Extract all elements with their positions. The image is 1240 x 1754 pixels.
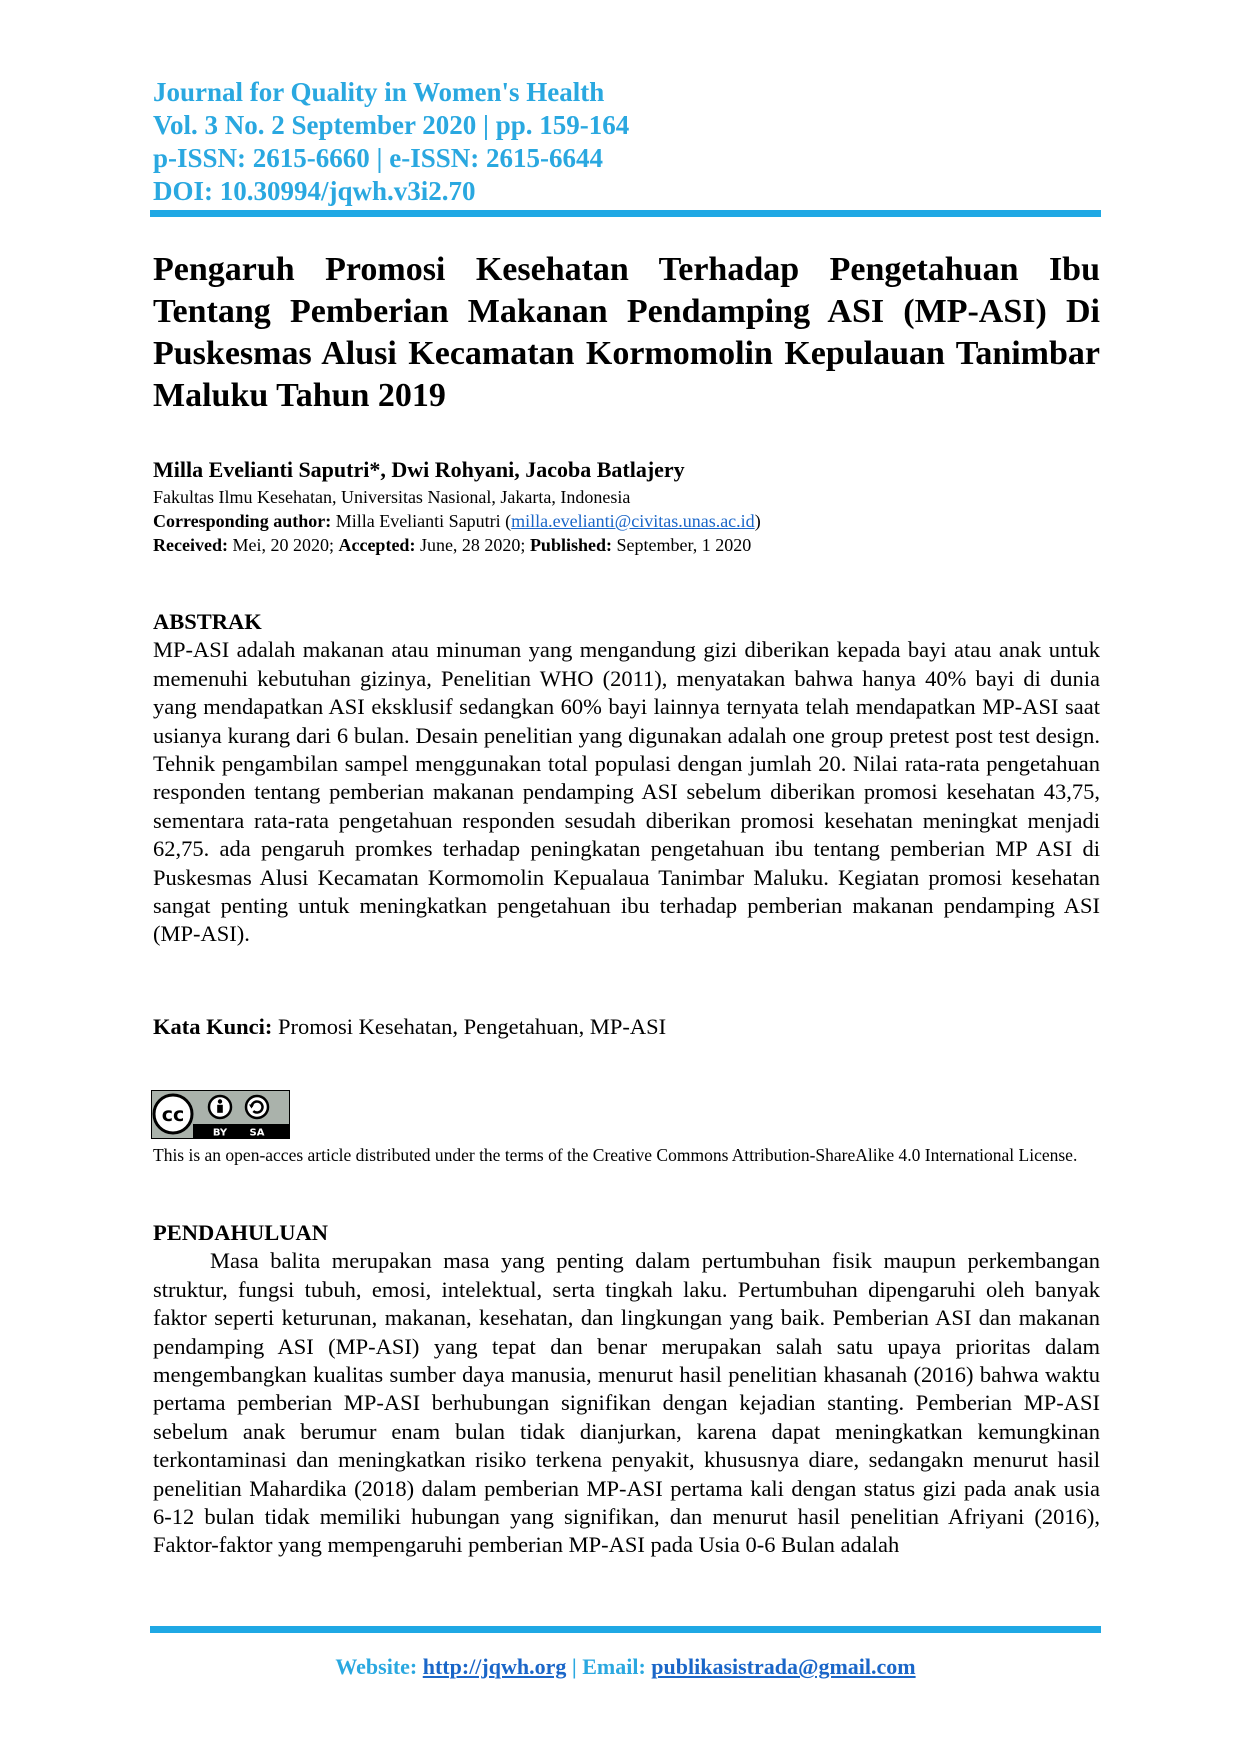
journal-issn: p-ISSN: 2615-6660 | e-ISSN: 2615-6644 [153, 143, 603, 173]
keywords [153, 1013, 1100, 1041]
journal-volume: Vol. 3 No. 2 September 2020 | pp. 159-164 [153, 110, 630, 140]
svg-text:cc: cc [161, 1104, 185, 1126]
footer [150, 1654, 1101, 1680]
published-label: Published: [529, 535, 612, 555]
website-link[interactable]: http://jqwh.org [422, 1654, 567, 1679]
abstract-heading: ABSTRAK [153, 609, 262, 634]
corresponding-email-link[interactable]: milla.evelianti@civitas.unas.ac.id [511, 511, 755, 531]
author-names: Milla Evelianti Saputri*, Dwi Rohyani, Jacoba Batlajery [153, 457, 685, 482]
journal-header [153, 76, 1103, 208]
publication-dates [153, 533, 1100, 557]
accepted-label: Accepted: [338, 535, 416, 555]
received-label: Received: [153, 535, 228, 555]
introduction-section [153, 1219, 1100, 1560]
accepted-date: June, 28 2020; [415, 535, 530, 555]
abstract-text: MP-ASI adalah makanan atau minuman yang mengandung gizi diberikan kepada bayi atau anak untuk memenuhi kebutuhan gizinya, Penelitian WHO (2011), menyatakan bahwa hanya 40% bayi di dunia yang mendapatkan ASI eksklusif sedangkan 60% bayi lainnya ternyata telah mendapatkan MP-ASI saat usianya kurang dari 6 bulan. Desain penelitian yang digunakan adalah one group pretest post test design. Tehnik pengambilan sampel menggunakan total populasi dengan jumlah 20. Nilai rata-rata pengetahuan responden tentang pemberian makanan pendamping ASI sebelum diberikan promosi kesehatan 43,75, sementara rata-rata pengetahuan responden sesudah diberikan promosi kesehatan meningkat menjadi 62,75. ada pengaruh promkes terhadap peningkatan pengetahuan ibu tentang pemberian MP ASI di Puskesmas Alusi Kecamatan Kormomolin Kepualaua Tanimbar Maluku. Kegiatan promosi kesehatan sangat penting untuk meningkatkan pengetahuan ibu terhadap pemberian makanan pendamping ASI (MP-ASI). [153, 637, 1100, 947]
website-label: Website: [335, 1654, 423, 1679]
corresponding-close: ) [754, 511, 761, 531]
header-rule [150, 210, 1101, 217]
author-block [153, 455, 1100, 557]
keywords-text: Promosi Kesehatan, Pengetahuan, MP-ASI [272, 1014, 667, 1039]
journal-name: Journal for Quality in Women's Health [153, 77, 605, 107]
keywords-label: Kata Kunci: [153, 1014, 273, 1039]
license-text: This is an open-acces article distributed under the terms of the Creative Commons Attribution-ShareAlike 4.0 International License. [153, 1145, 1078, 1165]
badge-by-label: BY [212, 1127, 228, 1139]
introduction-heading: PENDAHULUAN [153, 1220, 329, 1245]
article-title: Pengaruh Promosi Kesehatan Terhadap Pengetahuan Ibu Tentang Pemberian Makanan Pendamping ASI (MP-ASI) Di Puskesmas Alusi Kecamatan Kormomolin Kepulauan Tanimbar Maluku Tahun 2019 [153, 251, 1100, 414]
abstract-section [153, 608, 1100, 949]
sa-icon [246, 1096, 268, 1118]
corresponding-author [153, 509, 1100, 533]
cc-by-sa-badge[interactable] [151, 1090, 290, 1139]
affiliation: Fakultas Ilmu Kesehatan, Universitas Nasional, Jakarta, Indonesia [153, 487, 631, 507]
badge-sa-label: SA [249, 1127, 265, 1139]
email-link[interactable]: publikasistrada@gmail.com [651, 1654, 916, 1679]
footer-rule [150, 1626, 1101, 1633]
published-date: September, 1 2020 [611, 535, 752, 555]
corresponding-name: Milla Evelianti Saputri ( [335, 511, 512, 531]
introduction-text: Masa balita merupakan masa yang penting dalam pertumbuhan fisik maupun perkembangan struktur, fungsi tubuh, emosi, intelektual, serta tingkah laku. Pertumbuhan dipengaruhi oleh banyak faktor seperti keturunan, makanan, kesehatan, dan lingkungan yang baik. Pemberian ASI dan makanan pendamping ASI (MP-ASI) yang tepat dan benar merupakan salah satu upaya prioritas dalam mengembangkan kualitas sumber daya manusia, menurut hasil penelitian khasanah (2016) bahwa waktu pertama pemberian MP-ASI berhubungan signifikan dengan kejadian stanting. Pemberian MP-ASI sebelum anak berumur enam bulan tidak dianjurkan, karena dapat meningkatkan kemungkinan terkontaminasi dan meningkatkan risiko terkena penyakit, khususnya diare, sedangakn menurut hasil penelitian Mahardika (2018) dalam pemberian MP-ASI pertama kali dengan status gizi pada anak usia 6-12 bulan tidak memiliki hubungan yang signifikan, dan menurut hasil penelitian Afriyani (2016), Faktor-faktor yang mempengaruhi pemberian MP-ASI pada Usia 0-6 Bulan adalah [153, 1248, 1100, 1558]
email-label: | Email: [566, 1654, 652, 1679]
journal-doi: DOI: 10.30994/jqwh.v3i2.70 [153, 176, 476, 206]
corresponding-label: Corresponding author: [153, 511, 332, 531]
received-date: Mei, 20 2020; [227, 535, 339, 555]
